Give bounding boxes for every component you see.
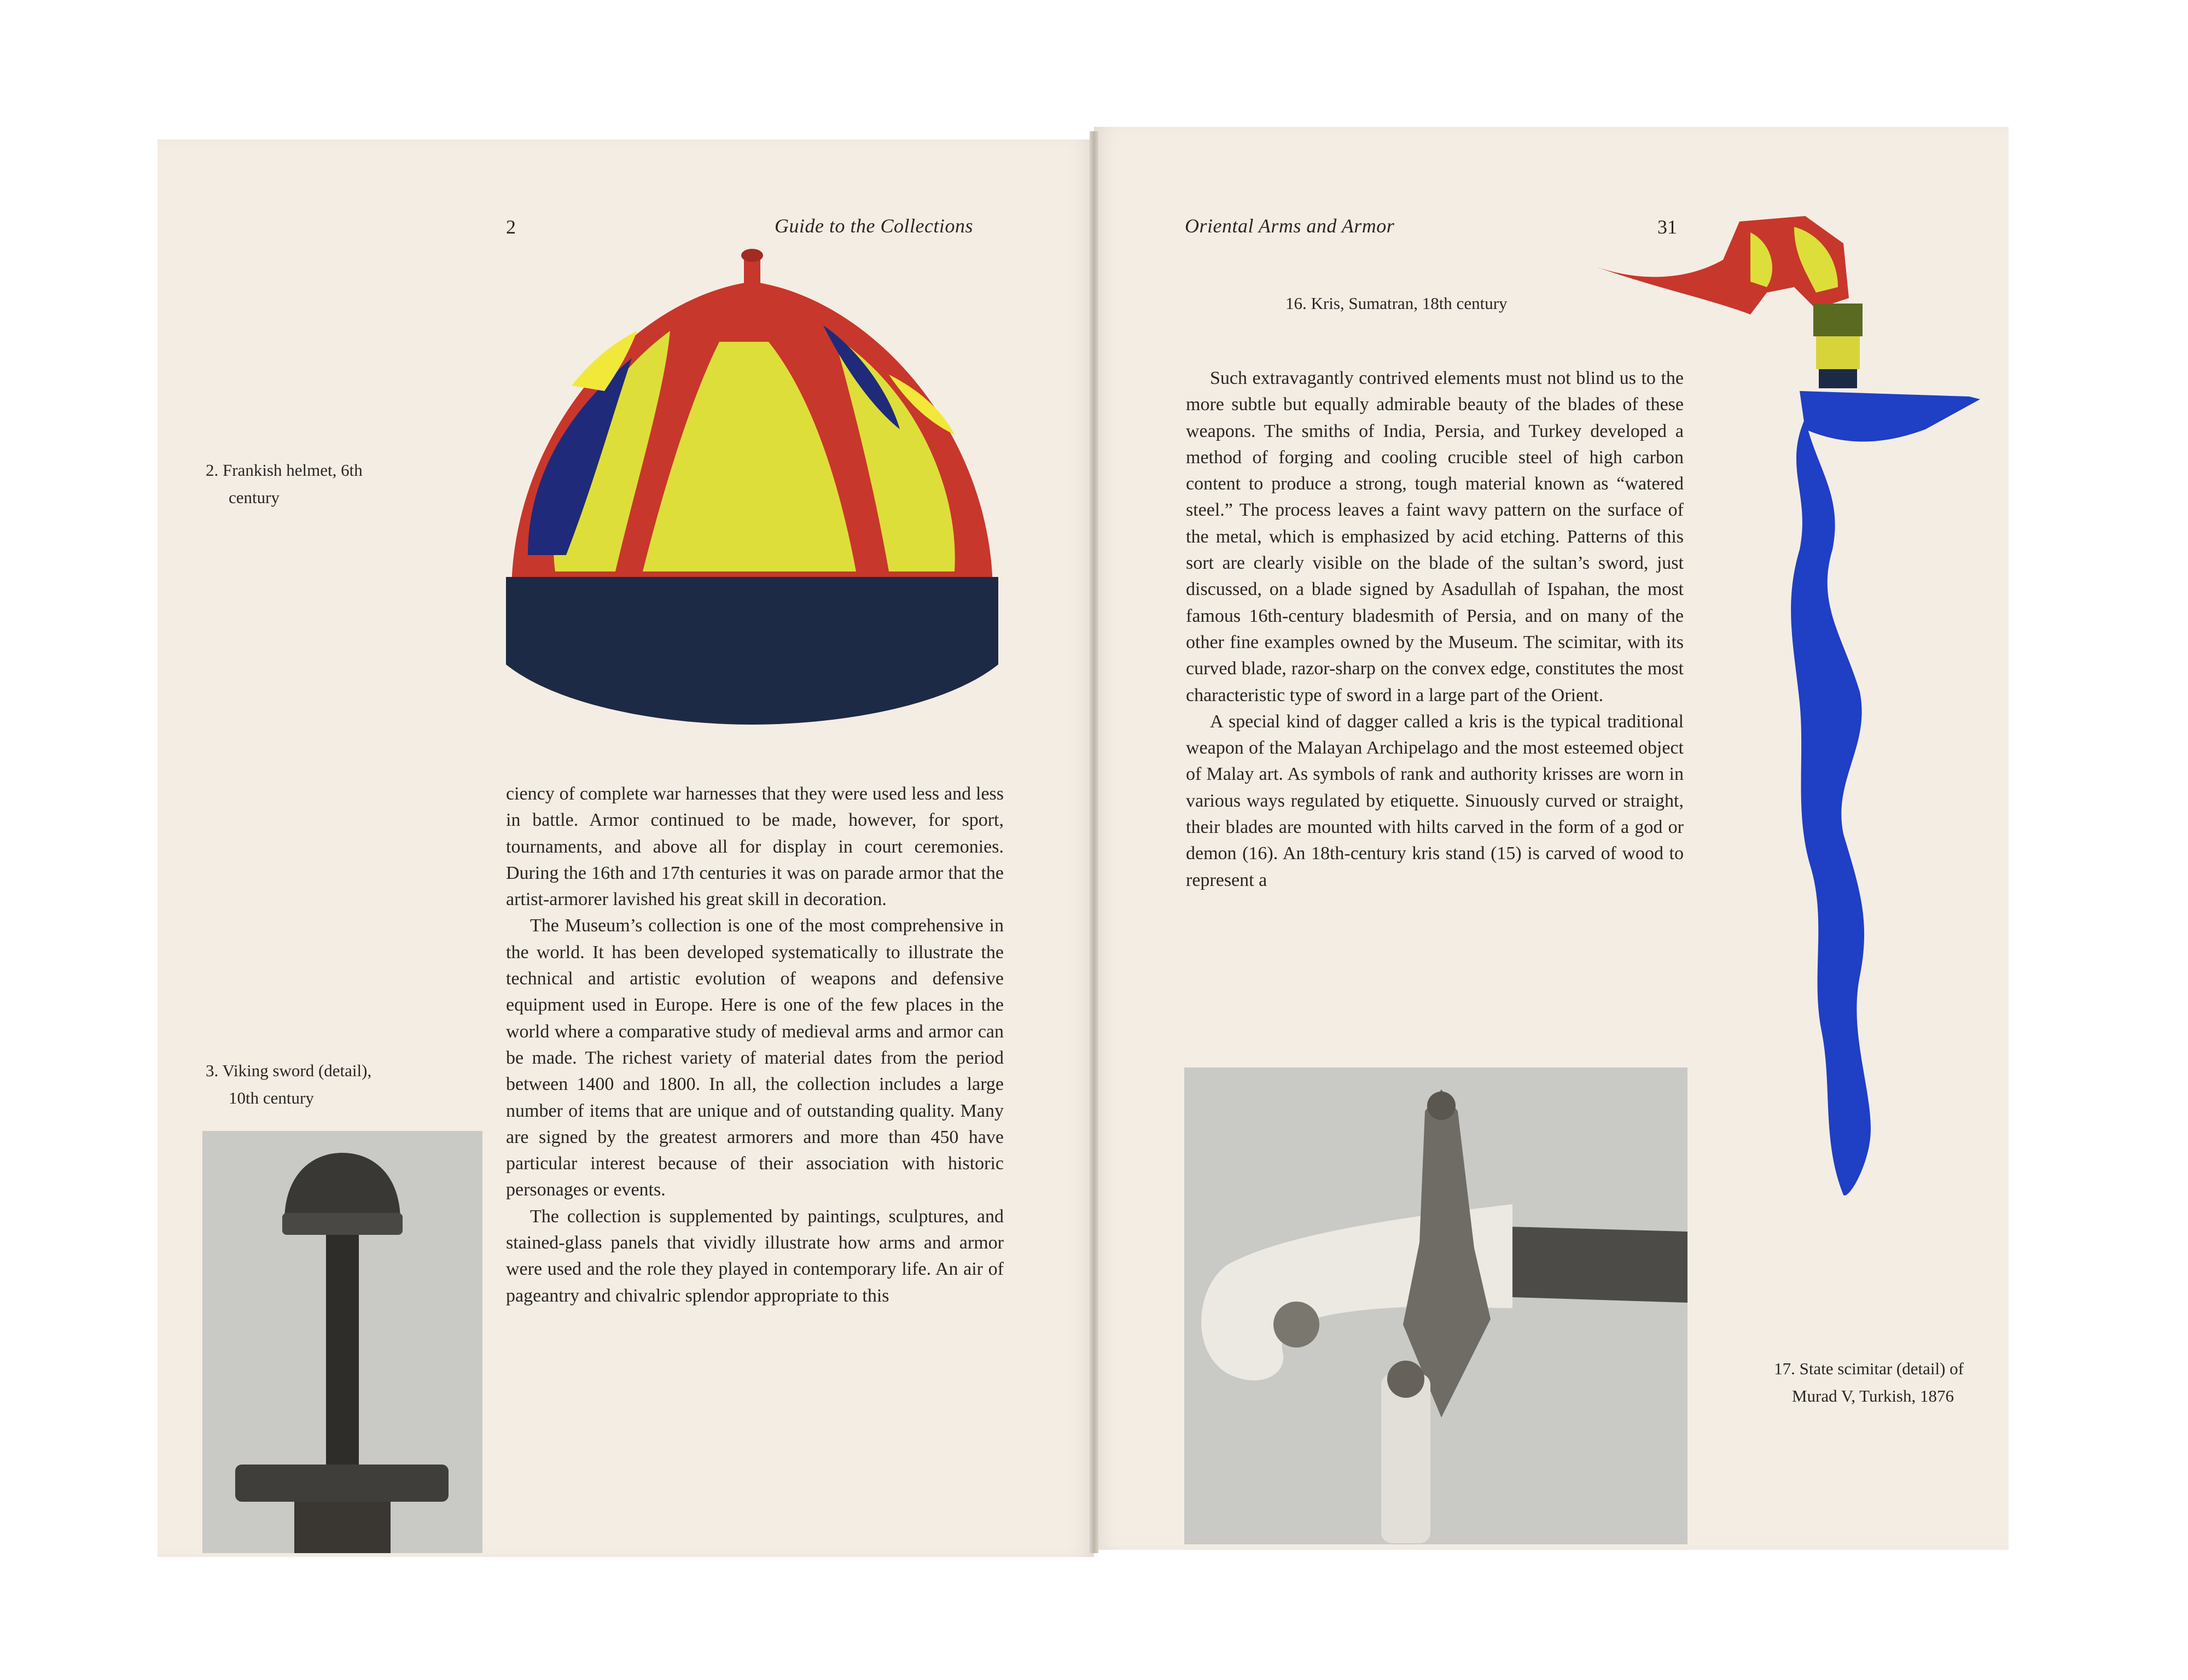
caption-helmet-line1: 2. Frankish helmet, 6th: [206, 460, 363, 480]
sword-pommel-base: [282, 1213, 403, 1235]
sword-grip: [326, 1235, 359, 1465]
kris-dagger-image: [1586, 211, 1991, 1206]
sword-crossguard: [235, 1465, 449, 1502]
caption-sword-line1: 3. Viking sword (detail),: [206, 1061, 372, 1080]
right-paragraph-2: A special kind of dagger called a kris is the typical traditional weapon of the Malayan Archipelago and the most esteemed object of Malay art. As symbols of rank and authority krisses are worn in various ways regulated by etiquette. Sinuously curved or straight, their blades are mounted with hilts carved in the form of a god or demon (16). An 18th-century kris stand (15) is carved of wood to represent a: [1186, 711, 1684, 890]
kris-collar: [1816, 336, 1860, 369]
kris-collar: [1813, 304, 1863, 336]
caption-helmet: [206, 457, 363, 511]
kris-guard: [1800, 391, 1980, 442]
scimitar-pommel-jewel: [1273, 1302, 1319, 1348]
caption-helmet-line2: century: [229, 488, 280, 507]
left-paragraph-2: The Museum’s collection is one of the most comprehensive in the world. It has been developed systematically to illustrate the technical and artistic evolution of weapons and defensive equipment used in Europe. Here is one of the few places in the world where a comparative study of medieval arms and armor can be made. The richest variety of material dates from the period between 1400 and 1800. In all, the collection includes a large number of items that are unique and of outstanding quality. Many are signed by the greatest armorers and more than 450 have particular interest because of their association with historic personages or events.: [506, 915, 1004, 1200]
helmet-band: [506, 577, 998, 725]
right-running-head: Oriental Arms and Armor: [1185, 215, 1395, 237]
scimitar-tassel: [1381, 1374, 1430, 1543]
viking-sword-photo: [202, 1131, 482, 1553]
frankish-helmet-image: [506, 249, 998, 730]
caption-sword-line2: 10th century: [229, 1088, 314, 1107]
right-page-number: 31: [1657, 216, 1677, 238]
scimitar-blade: [1491, 1226, 1687, 1303]
caption-scimitar-line2: Murad V, Turkish, 1876: [1791, 1386, 1954, 1405]
right-paragraph-1: Such extravagantly contrived elements must not blind us to the more subtle but equally admirable beauty of the blades of these weapons. The smiths of India, Persia, and Turkey developed a method of forging and cooling crucible steel of high carbon content to produce a strong, tough material known as “watered steel.” The process leaves a faint wavy pattern on the surface of the metal, which is emphasized by acid etching. Patterns of this sort are clearly visible on the blade of the sultan’s sword, just discussed, on a blade signed by Asadullah of Ispahan, the most famous 16th-century bladesmith of Persia, and on many of the other fine examples owned by the Museum. The scimitar, with its curved blade, razor-sharp on the convex edge, constitutes the most characteristic type of sword in a large part of the Orient.: [1186, 368, 1684, 705]
left-page-number: 2: [506, 216, 516, 238]
helmet-spike-tip: [741, 249, 763, 262]
left-running-head: Guide to the Collections: [775, 215, 973, 237]
caption-scimitar: [1679, 1355, 1964, 1410]
left-paragraph-3: The collection is supplemented by paintings, sculptures, and stained-glass panels that vividly illustrate how arms and armor were used and the role they played in contemporary life. An air of pageantry and chivalric splendor appropriate to this: [506, 1206, 1004, 1306]
left-paragraph-1: ciency of complete war harnesses that they were used less and less in battle. Armor continued to be made, however, for sport, tournaments, and above all for display in court ceremonies. During the 16th and 17th centuries it was on parade armor that the artist-armorer lavished his great skill in decoration.: [506, 784, 1004, 910]
sword-blade: [294, 1502, 391, 1553]
kris-blade: [1791, 418, 1871, 1195]
kris-collar: [1819, 369, 1857, 388]
caption-sword: [206, 1057, 371, 1112]
scimitar-photo: [1184, 1068, 1687, 1544]
left-body-text: [506, 781, 1004, 1309]
scimitar-tassel-knot: [1387, 1361, 1424, 1398]
book-gutter: [1090, 131, 1098, 1553]
scimitar-pommel-jewel: [1427, 1092, 1456, 1120]
caption-kris: 16. Kris, Sumatran, 18th century: [1285, 294, 1508, 313]
caption-scimitar-line1: 17. State scimitar (detail) of: [1774, 1359, 1964, 1378]
